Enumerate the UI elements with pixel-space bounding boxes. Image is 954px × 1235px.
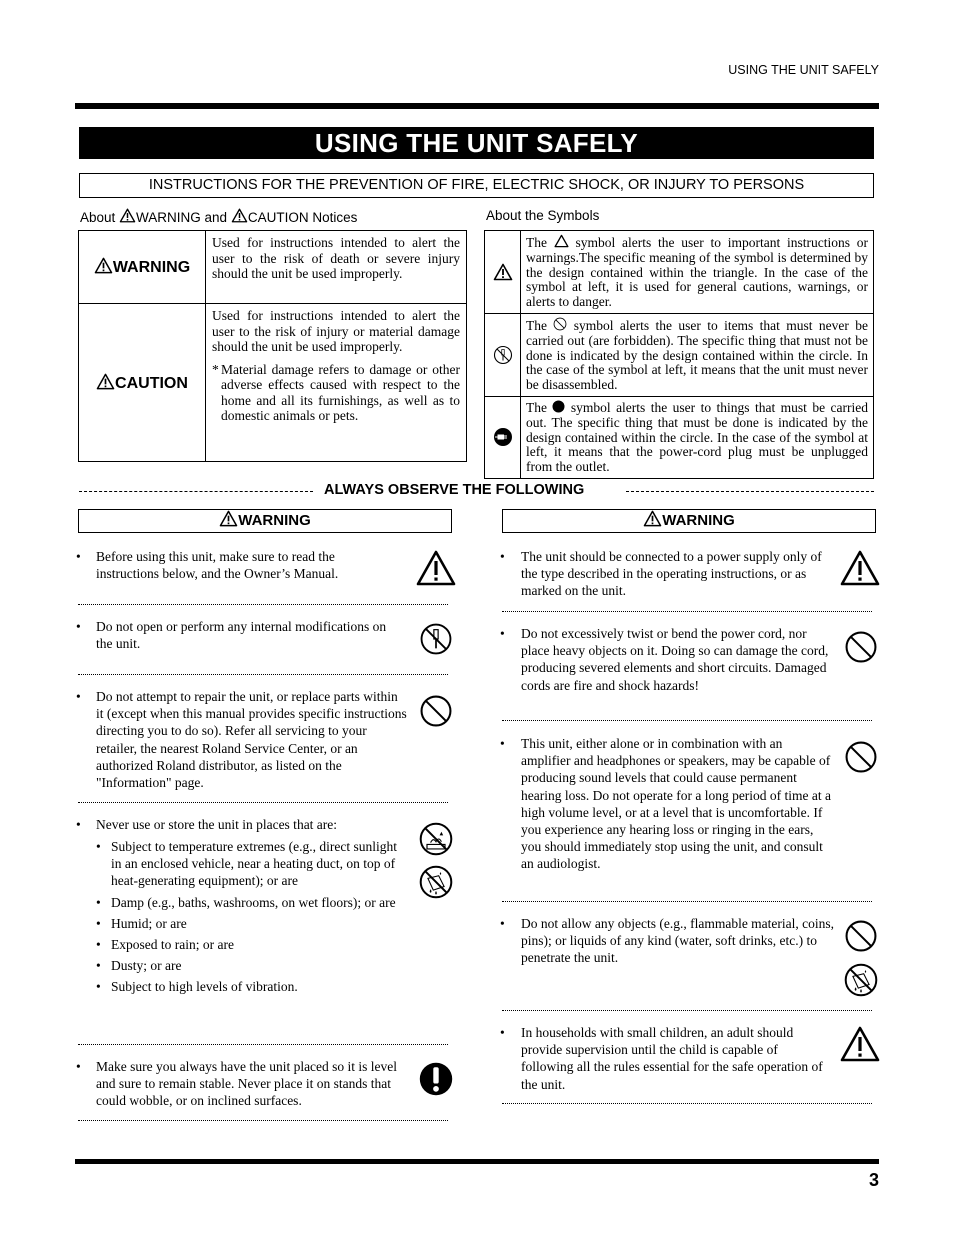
item-divider: [502, 611, 872, 612]
warning-triangle-icon: [643, 510, 662, 527]
warning-triangle-icon: [840, 550, 880, 586]
warning-triangle-icon: [219, 510, 238, 527]
caution-triangle-icon: [231, 208, 248, 223]
item-divider: [78, 802, 448, 803]
mandatory-dot-icon: [552, 400, 565, 413]
notices-table: [78, 230, 467, 462]
instructions-banner: INSTRUCTIONS FOR THE PREVENTION OF FIRE, ELECTRIC SHOCK, OR INJURY TO PERSONS: [79, 173, 874, 198]
bullet: •: [500, 1025, 505, 1040]
bullet: •: [76, 619, 81, 634]
item-divider: [78, 1120, 448, 1121]
symbol-row-caution: [485, 231, 874, 314]
symbols-table: [484, 230, 874, 479]
triangle-caution-icon: [493, 263, 513, 281]
item-divider: [78, 674, 448, 675]
notice-row-warning: [79, 231, 467, 304]
no-disassembly-icon: [419, 622, 453, 656]
item-divider: [78, 604, 448, 605]
list-item: • Exposed to rain; or are: [96, 937, 234, 953]
symbol-mandatory-text: The symbol alerts the user to things that must be carried out. The specific thing that must be done is indicated by the design contained within the circle. In the case of the symbol at left, it means that the power-cord plug must be unplugged from the outlet.: [521, 396, 874, 478]
symbol-caution-cell: [485, 231, 521, 314]
caution-footnote: * Material damage refers to damage or other adverse effects caused with respect to the home and all its furnishings, as well as to domestic animals or pets.: [212, 361, 460, 423]
prohibition-icon: [553, 317, 567, 331]
warning-triangle-icon: [416, 550, 456, 586]
warning-triangle-icon: [94, 257, 113, 274]
no-water-icon: [418, 864, 454, 900]
observe-divider-left: [79, 491, 313, 492]
warning-triangle-icon: [840, 1026, 880, 1062]
prohibition-icon: [844, 740, 878, 774]
item-divider: [78, 1044, 448, 1045]
warning-triangle-icon: [119, 208, 136, 223]
right-warning-heading: WARNING: [502, 509, 876, 533]
bullet: •: [500, 736, 505, 751]
bullet: •: [76, 689, 81, 704]
item-divider: [502, 1103, 872, 1104]
notice-warning-cell: WARNING: [79, 231, 206, 304]
page-title: USING THE UNIT SAFELY: [79, 127, 874, 159]
list-item: • Humid; or are: [96, 915, 187, 931]
notices-label: About WARNING and CAUTION Notices: [80, 210, 358, 225]
symbol-row-prohibited: [485, 313, 874, 396]
unplug-icon: [493, 427, 513, 447]
notice-row-caution: [79, 304, 467, 462]
mandatory-icon: [418, 1061, 454, 1097]
list-item: • Subject to high levels of vibration.: [96, 979, 298, 995]
prohibition-icon: [844, 919, 878, 953]
triangle-outline-icon: [554, 234, 569, 248]
left-warning-heading: WARNING: [78, 509, 452, 533]
notice-caution-text: Used for instructions intended to alert the user to the risk of injury or material damage should the unit be used improperly. * Material damage refers to damage or other adverse effects caused with respect to the home and all its furnishings, as well as to domestic animals or pets.: [206, 304, 467, 462]
item-divider: [502, 720, 872, 721]
page-number: 3: [868, 1170, 879, 1190]
observe-divider-right: [626, 491, 874, 492]
bottom-rule: [75, 1159, 879, 1164]
no-wet-place-icon: [418, 821, 454, 857]
symbol-prohibited-cell: [485, 313, 521, 396]
symbol-mandatory-cell: [485, 396, 521, 478]
notice-caution-cell: CAUTION: [79, 304, 206, 462]
bullet: •: [76, 1059, 81, 1074]
symbol-prohibited-text: The symbol alerts the user to items that must never be carried out (are forbidden). The specific thing that must not be done is indicated by the design contained within the circle. In the case of the symbol at left, it means that the unit must never be disassembled.: [521, 313, 874, 396]
list-item: • Damp (e.g., baths, washrooms, on wet floors); or are: [96, 894, 396, 910]
symbol-caution-text: The symbol alerts the user to important instructions or warnings.The specific meaning of the symbol is determined by the design contained within the triangle. In the case of the symbol at left, it is used for general cautions, warnings, or alerts to danger.: [521, 231, 874, 314]
list-item: • Subject to temperature extremes (e.g., direct sunlight in an enclosed vehicle, near a heating duct, on top of heat-generating equipment); or are: [96, 839, 398, 889]
symbols-label: About the Symbols: [486, 208, 600, 223]
environment-list: [96, 838, 401, 1000]
bullet: •: [76, 549, 81, 564]
list-item: • Dusty; or are: [96, 958, 182, 974]
prohibition-icon: [419, 694, 453, 728]
prohibition-icon: [844, 630, 878, 664]
bullet: •: [76, 817, 81, 832]
bullet: •: [500, 549, 505, 564]
caution-triangle-icon: [96, 373, 115, 390]
bullet: •: [500, 916, 505, 931]
bullet: •: [500, 626, 505, 641]
notice-warning-text: Used for instructions intended to alert the user to the risk of death or severe injury should the unit be used improperly.: [206, 231, 467, 304]
running-header: USING THE UNIT SAFELY: [728, 63, 879, 77]
item-divider: [502, 901, 872, 902]
top-rule: [75, 103, 879, 109]
no-disassembly-icon: [493, 345, 513, 365]
no-water-icon: [843, 962, 879, 998]
item-divider: [502, 1010, 872, 1011]
symbol-row-mandatory: [485, 396, 874, 478]
observe-heading: ALWAYS OBSERVE THE FOLLOWING: [324, 482, 585, 498]
